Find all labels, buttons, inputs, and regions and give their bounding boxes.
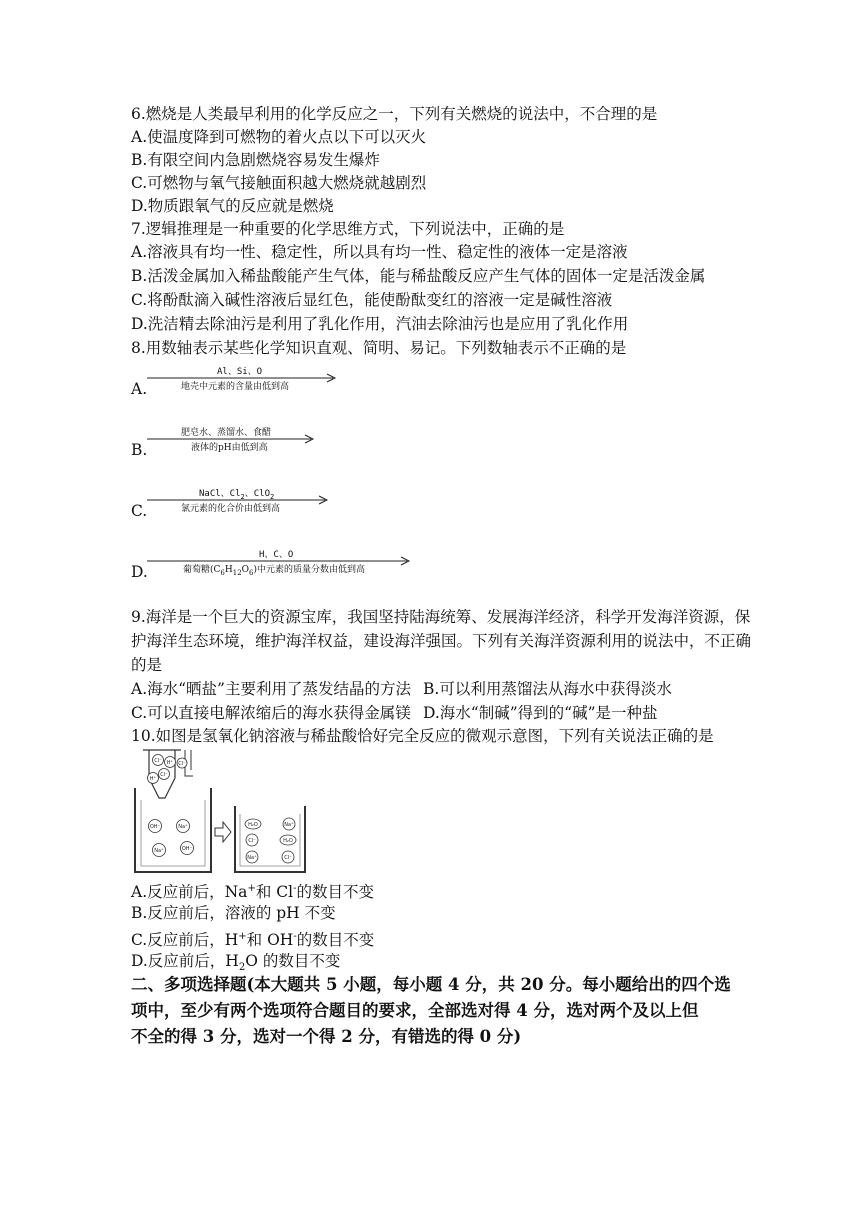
- q9-option-a: A.海水“晒盐”主要利用了蒸发结晶的方法: [131, 680, 411, 698]
- q8-axis-b-bottom: 液体的pH由低到高: [191, 443, 268, 453]
- left-ion-1: OH⁻: [149, 824, 161, 830]
- q8-axis-a-bottom: 地壳中元素的含量由低到高: [181, 382, 290, 392]
- q8-stem: 8.用数轴表示某些化学知识直观、简明、易记。下列数轴表示不正确的是: [131, 339, 627, 357]
- left-ion-2: Na⁺: [178, 824, 188, 830]
- dropper-ion-1: Cl⁻: [154, 758, 162, 764]
- q8-axis-c-top: NaCl、$Cl_2$、ClO$_2$: [199, 489, 275, 501]
- q6-option-c: C.可燃物与氧气接触面积越大燃烧就越剧烈: [131, 174, 427, 192]
- q9-option-d: D.海水“制碱”得到的“碱”是一种盐: [423, 704, 658, 722]
- q8-axis-d-top: H、C、O: [259, 550, 294, 560]
- q8-axis-d-bottom: 葡萄糖$(C_6H_{12}O_6)$中元素的质量分数由低到高: [183, 565, 366, 577]
- right-particle-1: H₂O: [248, 822, 258, 828]
- q8-axis-a-label: A.: [131, 380, 148, 398]
- q7-option-d: D.洗洁精去除油污是利用了乳化作用，汽油去除油污也是应用了乳化作用: [131, 315, 629, 333]
- dropper-ion-3: Cl⁻: [160, 772, 168, 778]
- q8-axis-c: [131, 488, 431, 528]
- q9-stem-line2: 护海洋生态环境，维护海洋权益，建设海洋强国。下列有关海洋资源利用的说法中，不正确: [131, 632, 752, 650]
- q8-axis-c-bottom: 氯元素的化合价由低到高: [181, 504, 281, 514]
- q6-option-a: A.使温度降到可燃物的着火点以下可以灭火: [131, 128, 427, 146]
- dropper-ion-2: H⁺: [166, 760, 174, 766]
- q8-axis-c-label: C.: [131, 502, 148, 520]
- q10-option-a: A.反应前后，Na+和 Cl-的数目不变: [131, 883, 374, 902]
- q10-stem: 10.如图是氢氧化钠溶液与稀盐酸恰好完全反应的微观示意图，下列有关说法正确的是: [131, 727, 714, 745]
- q8-axis-a: [131, 366, 431, 406]
- q7-option-a: A.溶液具有均一性、稳定性，所以具有均一性、稳定性的液体一定是溶液: [131, 243, 628, 261]
- section2-line2: 项中，至少有两个选项符合题目的要求，全部选对得 4 分，选对两个及以上但: [131, 1001, 699, 1020]
- q9-stem-line1: 9.海洋是一个巨大的资源宝库，我国坚持陆海统筹、发展海洋经济，科学开发海洋资源，保: [131, 608, 751, 626]
- q10-option-c: C.反应前后，H+和 OH-的数目不变: [131, 931, 375, 950]
- right-particle-6: Cl⁻: [284, 855, 292, 861]
- left-ion-4: OH⁻: [181, 846, 193, 852]
- q8-axis-d: [131, 549, 451, 589]
- dropper-ion-5: Cl⁻: [178, 761, 186, 767]
- q6-stem: 6.燃烧是人类最早利用的化学反应之一，下列有关燃烧的说法中，不合理的是: [131, 105, 658, 123]
- q9-option-c: C.可以直接电解浓缩后的海水获得金属镁: [131, 704, 411, 722]
- dropper-ion-4: H⁺: [149, 776, 157, 782]
- q7-option-c: C.将酚酞滴入碱性溶液后显红色，能使酚酞变红的溶液一定是碱性溶液: [131, 291, 613, 309]
- q9-option-b: B.可以利用蒸馏法从海水中获得淡水: [423, 680, 672, 698]
- section2-line1: 二、多项选择题(本大题共 5 小题，每小题 4 分，共 20 分。每小题给出的四个选: [131, 975, 731, 994]
- q7-option-b: B.活泼金属加入稀盐酸能产生气体，能与稀盐酸反应产生气体的固体一定是活泼金属: [131, 267, 706, 285]
- q8-axis-a-top: Al、Si、O: [217, 367, 263, 377]
- reaction-arrow-icon: [215, 822, 231, 842]
- q8-axis-b: [131, 427, 431, 467]
- q10-option-b: B.反应前后，溶液的 pH 不变: [131, 904, 336, 922]
- left-ion-3: Na⁺: [154, 848, 164, 854]
- right-particle-2: Na⁺: [284, 822, 294, 828]
- q10-reaction-diagram: [131, 748, 311, 876]
- right-particle-3: Cl⁻: [248, 838, 256, 844]
- section2-line3: 不全的得 3 分，选对一个得 2 分，有错选的得 0 分): [131, 1027, 522, 1046]
- q6-option-b: B.有限空间内急剧燃烧容易发生爆炸: [131, 151, 380, 169]
- q8-axis-b-top: 肥皂水、蒸馏水、食醋: [181, 428, 272, 438]
- q8-axis-b-label: B.: [131, 441, 148, 459]
- q7-stem: 7.逻辑推理是一种重要的化学思维方式，下列说法中，正确的是: [131, 220, 565, 238]
- q6-option-d: D.物质跟氧气的反应就是燃烧: [131, 197, 334, 215]
- right-particle-5: Na⁺: [247, 855, 257, 861]
- right-particle-4: H₂O: [283, 838, 293, 844]
- q10-option-d: D.反应前后，$H_2O$ 的数目不变: [131, 952, 341, 974]
- q8-axis-d-label: D.: [131, 563, 148, 581]
- q9-stem-line3: 的是: [131, 656, 163, 674]
